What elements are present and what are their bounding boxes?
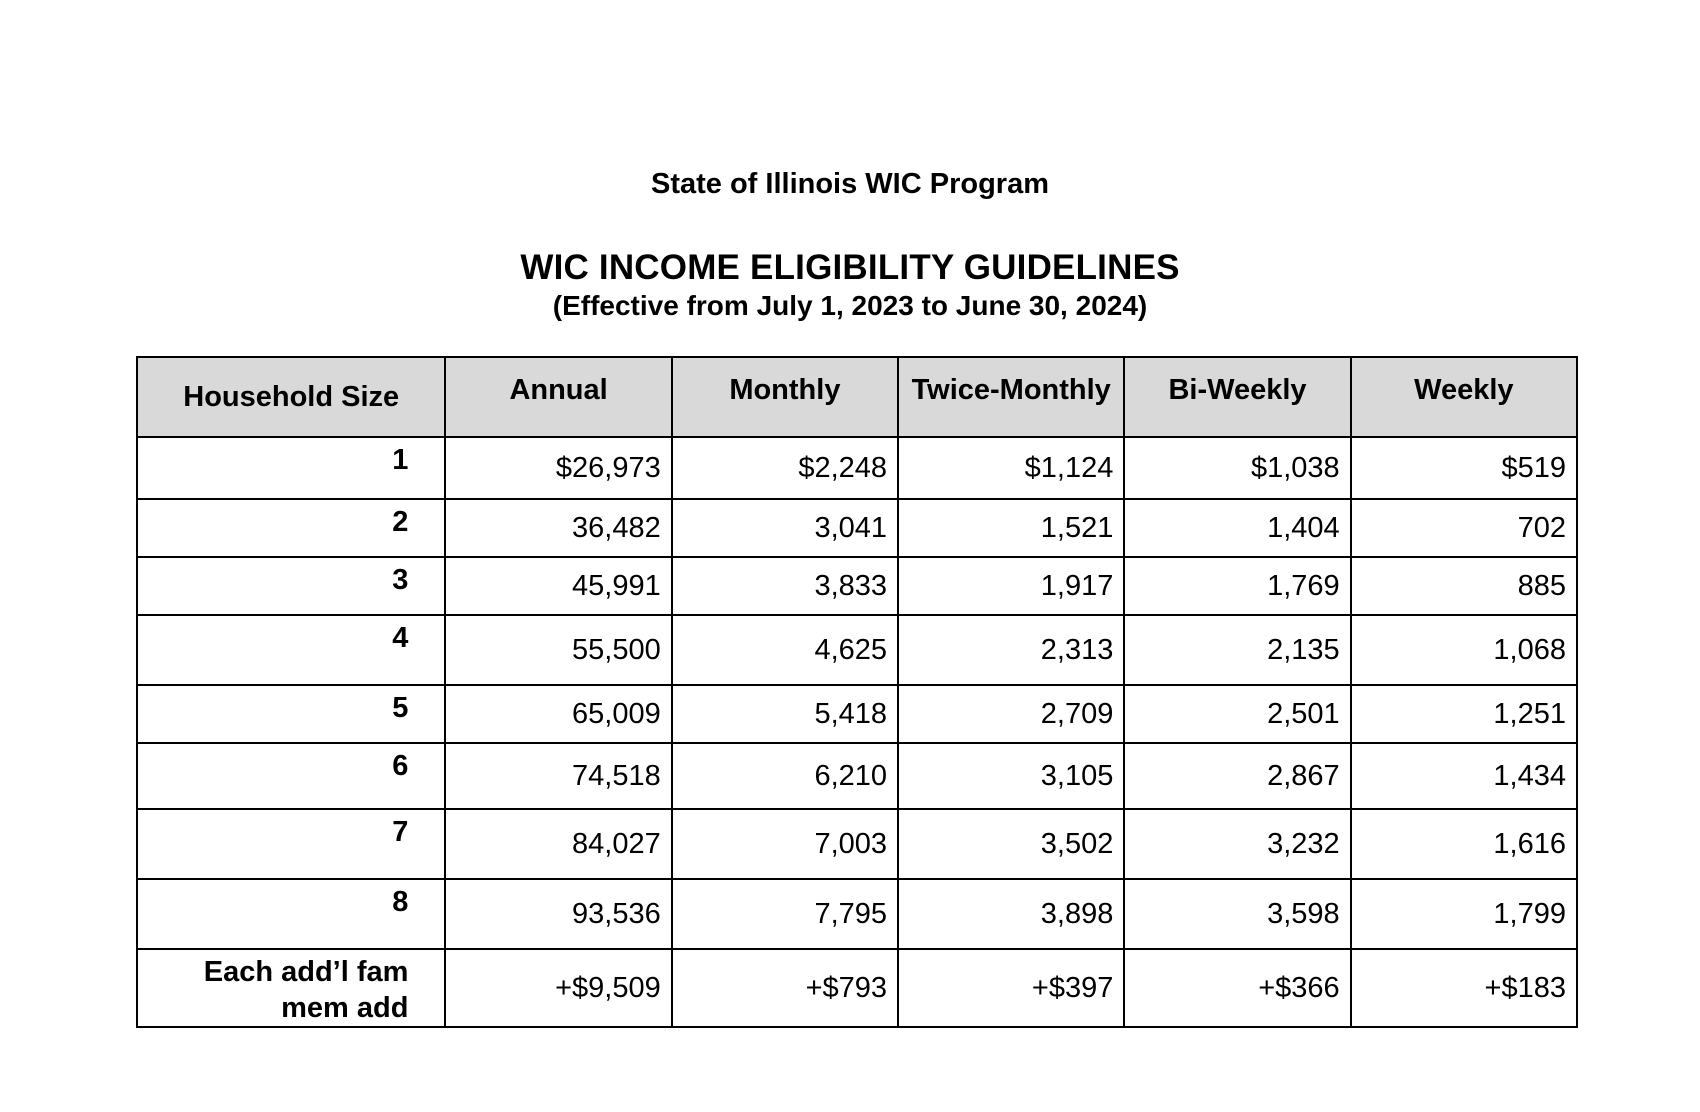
household-size-cell: 8	[137, 879, 445, 949]
annual-cell: 45,991	[445, 557, 671, 615]
monthly-cell: 4,625	[672, 615, 898, 685]
monthly-cell: 3,833	[672, 557, 898, 615]
table-row	[137, 557, 1577, 615]
monthly-cell: 3,041	[672, 499, 898, 557]
household-size-cell: 1	[137, 437, 445, 499]
annual-cell: 93,536	[445, 879, 671, 949]
weekly-cell: 885	[1351, 557, 1577, 615]
monthly-cell: $2,248	[672, 437, 898, 499]
table-row	[137, 743, 1577, 809]
annual-cell: +$9,509	[445, 949, 671, 1027]
weekly-cell: 1,799	[1351, 879, 1577, 949]
weekly-cell: +$183	[1351, 949, 1577, 1027]
weekly-cell: 1,068	[1351, 615, 1577, 685]
table-row	[137, 879, 1577, 949]
twice-monthly-cell: 3,105	[898, 743, 1124, 809]
bi-weekly-cell: 1,404	[1124, 499, 1350, 557]
bi-weekly-cell: 2,501	[1124, 685, 1350, 743]
table-row	[137, 615, 1577, 685]
household-size-cell: 5	[137, 685, 445, 743]
table-row	[137, 949, 1577, 1027]
table-header-row	[137, 357, 1577, 437]
twice-monthly-cell: 1,917	[898, 557, 1124, 615]
effective-dates: (Effective from July 1, 2023 to June 30, 2024)	[552, 290, 1148, 321]
weekly-cell: 1,251	[1351, 685, 1577, 743]
monthly-cell: 7,795	[672, 879, 898, 949]
annual-cell: 36,482	[445, 499, 671, 557]
weekly-cell: $519	[1351, 437, 1577, 499]
twice-monthly-cell: +$397	[898, 949, 1124, 1027]
annual-cell: 55,500	[445, 615, 671, 685]
bi-weekly-cell: 3,232	[1124, 809, 1350, 879]
household-size-cell: Each add’l fam mem add	[137, 949, 445, 1027]
annual-cell: 84,027	[445, 809, 671, 879]
column-header-household-size: Household Size	[137, 357, 445, 437]
table-row	[137, 809, 1577, 879]
weekly-cell: 1,434	[1351, 743, 1577, 809]
bi-weekly-cell: +$366	[1124, 949, 1350, 1027]
table-body	[137, 437, 1577, 1027]
household-size-cell: 6	[137, 743, 445, 809]
table-row	[137, 499, 1577, 557]
program-title: State of Illinois WIC Program	[651, 168, 1049, 200]
household-size-cell: 3	[137, 557, 445, 615]
monthly-cell: +$793	[672, 949, 898, 1027]
bi-weekly-cell: 2,135	[1124, 615, 1350, 685]
household-size-cell: 4	[137, 615, 445, 685]
bi-weekly-cell: 2,867	[1124, 743, 1350, 809]
column-header-monthly: Monthly	[672, 357, 898, 437]
household-size-cell: 2	[137, 499, 445, 557]
monthly-cell: 6,210	[672, 743, 898, 809]
annual-cell: $26,973	[445, 437, 671, 499]
bi-weekly-cell: 1,769	[1124, 557, 1350, 615]
column-header-twice-monthly: Twice-Monthly	[898, 357, 1124, 437]
bi-weekly-cell: $1,038	[1124, 437, 1350, 499]
twice-monthly-cell: 3,898	[898, 879, 1124, 949]
income-guidelines-table	[136, 356, 1578, 1028]
column-header-annual: Annual	[445, 357, 671, 437]
annual-cell: 74,518	[445, 743, 671, 809]
twice-monthly-cell: 2,313	[898, 615, 1124, 685]
table-row	[137, 437, 1577, 499]
twice-monthly-cell: 2,709	[898, 685, 1124, 743]
twice-monthly-cell: $1,124	[898, 437, 1124, 499]
table-row	[137, 685, 1577, 743]
monthly-cell: 5,418	[672, 685, 898, 743]
bi-weekly-cell: 3,598	[1124, 879, 1350, 949]
twice-monthly-cell: 3,502	[898, 809, 1124, 879]
household-size-cell: 7	[137, 809, 445, 879]
column-header-bi-weekly: Bi-Weekly	[1124, 357, 1350, 437]
twice-monthly-cell: 1,521	[898, 499, 1124, 557]
weekly-cell: 1,616	[1351, 809, 1577, 879]
annual-cell: 65,009	[445, 685, 671, 743]
weekly-cell: 702	[1351, 499, 1577, 557]
column-header-weekly: Weekly	[1351, 357, 1577, 437]
monthly-cell: 7,003	[672, 809, 898, 879]
page-title: WIC INCOME ELIGIBILITY GUIDELINES	[520, 248, 1180, 287]
